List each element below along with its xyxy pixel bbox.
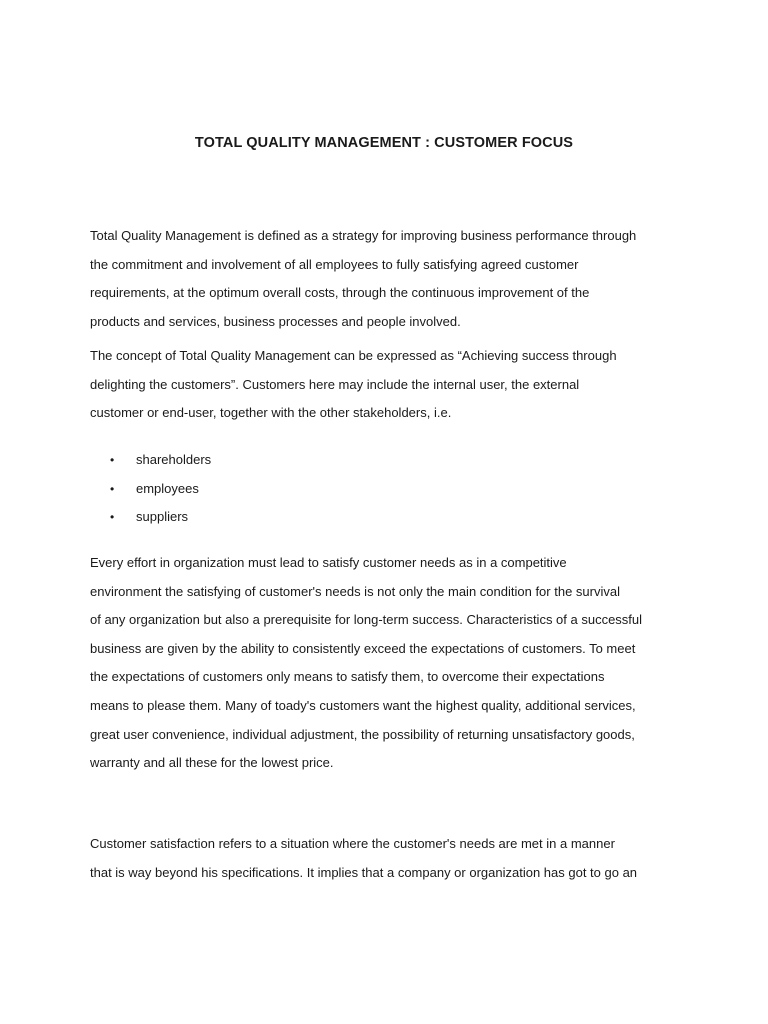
text-line: requirements, at the optimum overall costs, through the continuous improvement of the — [90, 285, 590, 301]
list-item-label: employees — [136, 480, 199, 496]
text-line: The concept of Total Quality Management can be expressed as “Achieving success through — [90, 348, 617, 363]
text-line: Every effort in organization must lead to satisfy customer needs as in a competitive — [90, 555, 567, 570]
bullet-icon: • — [110, 510, 115, 524]
list-item-label: suppliers — [136, 509, 189, 524]
text-line: of any organization but also a prerequisite for long-term success. Characteristics of a successful — [90, 612, 643, 628]
text-line: customer or end-user, together with the other stakeholders, i.e. — [90, 405, 452, 421]
paragraph-definition — [90, 222, 680, 336]
text-line: Customer satisfaction refers to a situation where the customer's needs are met in a manner — [90, 836, 615, 851]
text-line: warranty and all these for the lowest price. — [90, 755, 334, 771]
text-line: Total Quality Management is defined as a strategy for improving business performance through — [90, 228, 637, 243]
bullet-icon: • — [110, 481, 115, 496]
bullet-icon: • — [110, 453, 115, 467]
paragraph-customer-satisfaction — [90, 830, 680, 887]
list-item-label: shareholders — [136, 452, 212, 467]
text-line: delighting the customers”. Customers here may include the internal user, the external — [90, 376, 580, 392]
paragraph-concept — [90, 342, 680, 428]
text-line: the commitment and involvement of all employees to fully satisfying agreed customer — [90, 256, 579, 272]
text-line: products and services, business processes and people involved. — [90, 313, 461, 329]
text-line: the expectations of customers only means to satisfy them, to overcome their expectations — [90, 669, 605, 685]
text-line: that is way beyond his specifications. It implies that a company or organization has got to go an — [90, 864, 638, 880]
text-line: business are given by the ability to consistently exceed the expectations of customers. To meet — [90, 640, 636, 656]
text-line: great user convenience, individual adjustment, the possibility of returning unsatisfactory goods, — [90, 726, 635, 742]
text-line: environment the satisfying of customer's needs is not only the main condition for the survival — [90, 583, 620, 599]
page-title: TOTAL QUALITY MANAGEMENT : CUSTOMER FOCUS — [194, 135, 574, 151]
paragraph-customer-needs — [90, 549, 680, 778]
text-line: means to please them. Many of toady's customers want the highest quality, additional services, — [90, 697, 636, 713]
